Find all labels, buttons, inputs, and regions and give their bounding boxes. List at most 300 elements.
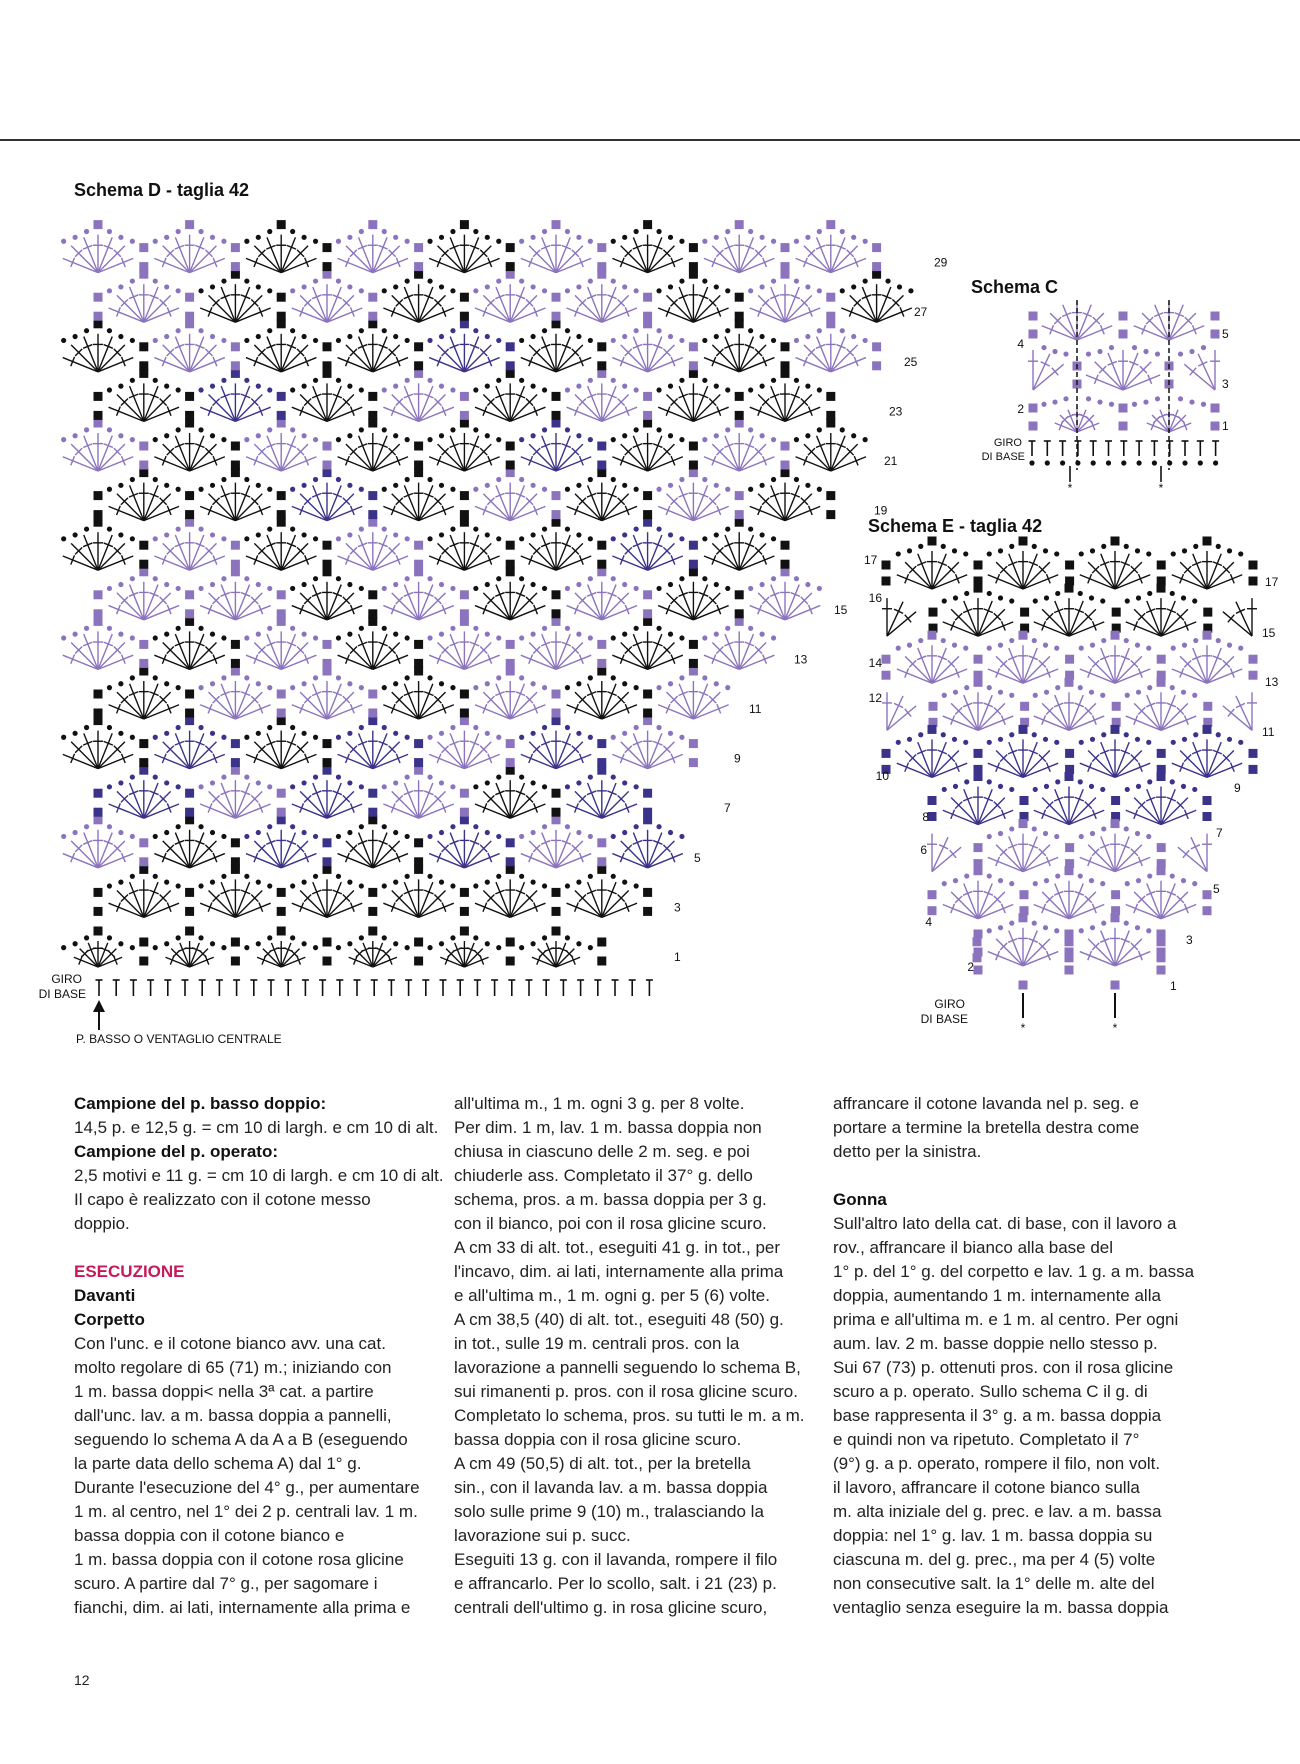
body-text-line: m. alta iniziale del g. prec. e lav. a m. bassa <box>833 1502 1162 1521</box>
chain-dot <box>576 334 581 339</box>
stitch-line <box>483 494 510 521</box>
chain-dot <box>1238 551 1243 556</box>
chain-dot <box>576 532 581 537</box>
row-number-label: 2 <box>967 960 974 974</box>
chain-dot <box>1181 784 1186 789</box>
row-number-label: 7 <box>1216 826 1223 840</box>
chain-dot <box>130 477 135 482</box>
chain-square <box>1157 866 1166 875</box>
chain-dot <box>439 830 444 835</box>
stitch-line <box>1115 845 1142 872</box>
fan-symbol <box>257 941 305 967</box>
chain-dot <box>405 477 410 482</box>
chain-square <box>928 725 937 734</box>
chain-square <box>94 888 103 897</box>
stitch-line <box>1088 751 1115 778</box>
fan-symbol <box>1172 739 1242 777</box>
stitch-line <box>464 742 491 769</box>
chain-dot <box>244 774 249 779</box>
chain-dot <box>485 483 490 488</box>
chain-square <box>974 584 983 593</box>
chain-dot <box>805 483 810 488</box>
row-number-label: 9 <box>1234 781 1241 795</box>
chain-dot <box>1124 826 1129 831</box>
chain-dot <box>1136 595 1141 600</box>
chain-dot <box>771 576 776 581</box>
chain-square <box>597 461 606 470</box>
body-text-line: prima e all'ultima m. e 1 m. al centro. Per ogni <box>833 1310 1179 1329</box>
chain-square <box>1019 981 1028 990</box>
chain-square <box>735 392 744 401</box>
chain-dot <box>382 288 387 293</box>
chain-dot <box>107 883 112 888</box>
chain-dot <box>576 384 581 389</box>
chain-square <box>929 702 938 711</box>
chain-dot <box>290 824 295 829</box>
chain-dot <box>531 532 536 537</box>
stitch-line <box>483 593 510 620</box>
chain-dot <box>794 278 799 283</box>
chain-dot <box>405 536 410 541</box>
chain-dot <box>725 427 730 432</box>
stitch-line <box>281 643 308 670</box>
stitch-line <box>712 345 739 372</box>
half-fan-symbol <box>1184 350 1220 390</box>
stitch-line <box>1123 362 1151 390</box>
chain-square <box>974 930 983 939</box>
chain-square <box>1157 655 1166 664</box>
chain-dot <box>336 378 341 383</box>
stitch-line <box>648 543 675 570</box>
chain-dot <box>656 824 661 829</box>
fan-symbol <box>521 433 591 471</box>
chain-dot <box>439 731 444 736</box>
chain-dot <box>473 883 478 888</box>
chain-square <box>928 890 937 899</box>
chain-dot <box>473 725 478 730</box>
stitch-line <box>693 494 720 521</box>
chain-dot <box>439 483 444 488</box>
fan-symbol <box>1126 598 1196 636</box>
stitch-line <box>1033 354 1050 390</box>
chain-square <box>185 888 194 897</box>
chain-dot <box>748 586 753 591</box>
chain-dot <box>622 780 627 785</box>
chain-dot <box>336 477 341 482</box>
chain-square <box>781 442 790 451</box>
fan-symbol <box>74 941 122 967</box>
stitch-line <box>1115 939 1142 966</box>
chain-dot <box>290 685 295 690</box>
asterisk-icon: * <box>1020 1021 1026 1035</box>
chain-dot <box>176 935 181 940</box>
chain-square <box>460 510 469 519</box>
chain-dot <box>485 880 490 885</box>
chain-square <box>460 411 469 420</box>
fan-symbol <box>246 731 316 769</box>
body-text-line: chiusa in ciascuno delle 2 m. seg. e poi <box>454 1142 750 1161</box>
chain-dot <box>473 526 478 531</box>
chain-dot <box>210 433 215 438</box>
fan-symbol <box>63 731 133 769</box>
chain-dot <box>725 626 730 631</box>
chain-dot <box>221 576 226 581</box>
chain-dot <box>439 632 444 637</box>
chain-dot <box>1063 351 1068 356</box>
stitch-line <box>419 791 446 818</box>
chain-dot <box>611 675 616 680</box>
chain-dot <box>359 824 364 829</box>
chain-dot <box>1201 402 1206 407</box>
chain-square <box>277 907 286 916</box>
chain-square <box>1111 819 1120 828</box>
chain-dot <box>118 483 123 488</box>
stitch-line <box>1178 847 1207 871</box>
chain-dot <box>485 433 490 438</box>
chain-dot <box>542 288 547 293</box>
chain-square <box>597 938 606 947</box>
chain-square <box>928 631 937 640</box>
chain-dot <box>519 874 524 879</box>
chain-square <box>368 907 377 916</box>
chain-dot <box>450 229 455 234</box>
chain-square <box>826 312 835 321</box>
chain-square <box>139 442 148 451</box>
chain-dot <box>1032 544 1037 549</box>
chain-dot <box>1181 690 1186 695</box>
chain-dot <box>176 883 181 888</box>
chain-dot <box>1135 548 1140 553</box>
stitch-line <box>556 643 583 670</box>
stitch-line <box>254 841 281 868</box>
chain-dot <box>256 941 261 946</box>
chain-dot <box>702 536 707 541</box>
stitch-line <box>1134 609 1161 636</box>
chain-square <box>1029 330 1038 339</box>
row-number-label: 14 <box>868 656 882 670</box>
stitch-line <box>758 395 785 422</box>
chain-square <box>368 220 377 229</box>
chain-dot <box>1146 551 1151 556</box>
chain-dot <box>347 780 352 785</box>
chain-dot <box>1178 396 1183 401</box>
chain-dot <box>702 338 707 343</box>
chain-square <box>506 560 515 569</box>
stitch-line <box>529 543 556 570</box>
stitch-line <box>190 742 217 769</box>
chain-dot <box>473 685 478 690</box>
chain-square <box>643 220 652 229</box>
chain-dot <box>221 378 226 383</box>
chain-dot <box>794 477 799 482</box>
stitch-line <box>996 751 1023 778</box>
chain-dot <box>290 725 295 730</box>
chain-dot <box>1090 925 1095 930</box>
chain-dot <box>164 780 169 785</box>
chain-square <box>1029 312 1038 321</box>
fan-symbol <box>750 483 820 521</box>
chain-square <box>139 461 148 470</box>
chain-square <box>882 561 891 570</box>
body-text-line: bassa doppia con il cotone bianco e <box>74 1526 345 1545</box>
chain-dot <box>496 536 501 541</box>
chain-dot <box>84 427 89 432</box>
chain-dot <box>531 681 536 686</box>
chain-dot <box>840 229 845 234</box>
body-text-line: affrancare il cotone lavanda nel p. seg. e <box>833 1094 1139 1113</box>
chain-dot <box>1009 638 1014 643</box>
chain-square <box>552 392 561 401</box>
chain-square <box>781 461 790 470</box>
chain-dot <box>622 532 627 537</box>
chain-dot <box>198 328 203 333</box>
chain-dot <box>531 632 536 637</box>
chain-dot <box>427 278 432 283</box>
chain-dot <box>382 784 387 789</box>
chain-square <box>1157 937 1166 946</box>
chain-dot <box>863 239 868 244</box>
chain-square <box>323 461 332 470</box>
chain-square <box>1249 765 1258 774</box>
chain-square <box>323 243 332 252</box>
chain-square <box>1157 843 1166 852</box>
chain-dot <box>485 284 490 289</box>
stitch-line <box>190 543 217 570</box>
fan-symbol <box>1080 928 1150 966</box>
chain-square <box>323 262 332 271</box>
chain-dot <box>634 883 639 888</box>
chain-dot <box>805 433 810 438</box>
chain-dot <box>576 433 581 438</box>
stitch-line <box>510 295 537 322</box>
chain-dot <box>998 690 1003 695</box>
stitch-line <box>621 742 648 769</box>
chain-dot <box>313 675 318 680</box>
page-number: 12 <box>74 1672 90 1688</box>
chain-square <box>735 411 744 420</box>
row-number-label: 11 <box>1262 725 1275 739</box>
chain-dot <box>964 591 969 596</box>
chain-dot <box>588 635 593 640</box>
stitch-line <box>144 295 171 322</box>
chain-dot <box>164 880 169 885</box>
chain-dot <box>496 675 501 680</box>
chain-dot <box>1063 396 1068 401</box>
stitch-line <box>887 612 916 636</box>
chain-dot <box>634 229 639 234</box>
chain-square <box>1249 749 1258 758</box>
chain-dot <box>485 532 490 537</box>
chain-dot <box>702 477 707 482</box>
chain-dot <box>164 731 169 736</box>
chain-dot <box>473 586 478 591</box>
chain-dot <box>496 278 501 283</box>
stitch-line <box>510 593 537 620</box>
chain-square <box>460 888 469 897</box>
stitch-line <box>300 692 327 719</box>
chain-dot <box>313 437 318 442</box>
chain-dot <box>987 928 992 933</box>
stitch-line <box>758 295 785 322</box>
fan-symbol <box>200 681 270 719</box>
chain-square <box>974 966 983 975</box>
fan-symbol <box>612 731 682 769</box>
chain-dot <box>656 387 661 392</box>
chain-dot <box>267 626 272 631</box>
chain-dot <box>1121 460 1126 465</box>
subheading: Corpetto <box>74 1310 145 1329</box>
schema-c-base-label: DI BASE <box>981 451 1025 463</box>
chain-dot <box>427 834 432 839</box>
chain-dot <box>107 824 112 829</box>
chain-dot <box>393 830 398 835</box>
chain-dot <box>576 235 581 240</box>
chain-dot <box>84 229 89 234</box>
chain-dot <box>427 437 432 442</box>
chain-dot <box>118 731 123 736</box>
chain-dot <box>748 427 753 432</box>
chain-dot <box>210 681 215 686</box>
chain-dot <box>427 874 432 879</box>
chain-dot <box>611 437 616 442</box>
chain-dot <box>290 935 295 940</box>
stitch-line <box>510 692 537 719</box>
chain-dot <box>256 830 261 835</box>
row-number-label: 3 <box>674 900 681 915</box>
chain-dot <box>576 284 581 289</box>
chain-dot <box>359 935 364 940</box>
stitch-line <box>346 345 373 372</box>
chain-square <box>735 293 744 302</box>
fan-symbol <box>796 235 866 273</box>
stitch-line <box>446 949 464 967</box>
chain-square <box>506 243 515 252</box>
body-text-line: bassa doppia con il rosa glicine scuro. <box>454 1430 742 1449</box>
stitch-line <box>209 891 236 918</box>
chain-dot <box>130 834 135 839</box>
fan-symbol <box>63 334 133 372</box>
chain-dot <box>668 483 673 488</box>
chain-square <box>1157 584 1166 593</box>
chain-dot <box>668 284 673 289</box>
chain-square <box>1065 655 1074 664</box>
chain-dot <box>1086 351 1091 356</box>
chain-dot <box>531 880 536 885</box>
chain-dot <box>336 675 341 680</box>
chain-square <box>552 491 561 500</box>
chain-dot <box>1124 732 1129 737</box>
fan-symbol <box>521 830 591 868</box>
fan-symbol <box>567 780 637 818</box>
chain-dot <box>313 735 318 740</box>
chain-dot <box>588 378 593 383</box>
chain-dot <box>496 378 501 383</box>
chain-dot <box>588 278 593 283</box>
chain-square <box>414 957 423 966</box>
stitch-line <box>254 345 281 372</box>
chain-dot <box>851 433 856 438</box>
chain-square <box>506 838 515 847</box>
chain-dot <box>942 598 947 603</box>
fan-symbol <box>612 235 682 273</box>
chain-dot <box>1097 349 1102 354</box>
chain-dot <box>130 945 135 950</box>
chain-square <box>185 220 194 229</box>
chain-dot <box>336 945 341 950</box>
chain-square <box>506 461 515 470</box>
stitch-line <box>648 246 675 273</box>
chain-dot <box>107 427 112 432</box>
fan-symbol <box>200 879 270 917</box>
chain-square <box>506 640 515 649</box>
chain-dot <box>794 378 799 383</box>
chain-dot <box>576 941 581 946</box>
chain-dot <box>485 384 490 389</box>
chain-dot <box>302 830 307 835</box>
body-text-line: sin., con il lavanda lav. a m. bassa doppia <box>454 1478 768 1497</box>
schema-d-base-label: DI BASE <box>38 987 86 1001</box>
chain-dot <box>656 328 661 333</box>
chain-dot <box>622 433 627 438</box>
chain-dot <box>118 433 123 438</box>
chain-dot <box>656 526 661 531</box>
chain-dot <box>760 632 765 637</box>
row-number-label: 15 <box>1262 626 1276 640</box>
chain-dot <box>542 328 547 333</box>
chain-dot <box>1044 595 1049 600</box>
stitch-line <box>98 841 125 868</box>
chain-dot <box>107 725 112 730</box>
schema-d-base-label: GIRO <box>51 972 82 986</box>
chain-dot <box>576 780 581 785</box>
chain-dot <box>473 427 478 432</box>
chain-dot <box>531 582 536 587</box>
chain-dot <box>1182 460 1187 465</box>
stitch-line <box>1115 656 1142 683</box>
row-number-label: 6 <box>920 843 927 857</box>
chain-dot <box>382 824 387 829</box>
chain-dot <box>176 229 181 234</box>
chain-dot <box>290 526 295 531</box>
fan-symbol <box>383 383 453 421</box>
chain-dot <box>1089 690 1094 695</box>
chain-dot <box>1143 399 1148 404</box>
chain-dot <box>302 681 307 686</box>
stitch-line <box>483 295 510 322</box>
fan-symbol <box>475 582 545 620</box>
chain-dot <box>531 941 536 946</box>
chain-dot <box>1146 740 1151 745</box>
chain-square <box>414 758 423 767</box>
chain-dot <box>542 586 547 591</box>
chain-dot <box>1079 646 1084 651</box>
chain-dot <box>164 235 169 240</box>
stitch-line <box>392 692 419 719</box>
chain-square <box>139 342 148 351</box>
chain-dot <box>1029 460 1034 465</box>
stitch-line <box>1142 313 1169 340</box>
chain-dot <box>1101 732 1106 737</box>
chain-dot <box>1201 345 1206 350</box>
fan-symbol <box>1080 739 1150 777</box>
chain-dot <box>347 483 352 488</box>
chain-dot <box>427 735 432 740</box>
fan-symbol <box>943 881 1013 919</box>
chain-dot <box>267 824 272 829</box>
chain-square <box>185 312 194 321</box>
stitch-line <box>1088 562 1115 589</box>
chain-dot <box>427 378 432 383</box>
